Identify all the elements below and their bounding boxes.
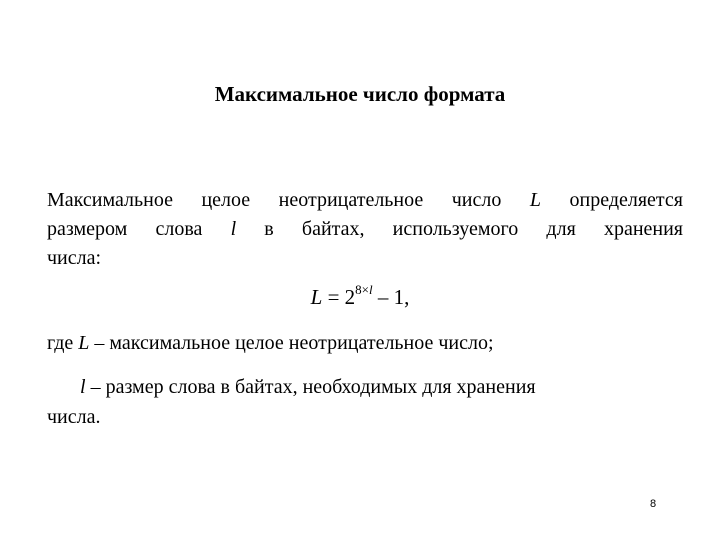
l-definition-text: – размер слова в байтах, необходимых для хранения	[85, 376, 536, 398]
where-prefix: где	[47, 332, 79, 354]
formula-rhs: – 1,	[372, 285, 410, 309]
definition-line-2	[47, 215, 683, 244]
exponent-text: 8×	[355, 282, 369, 297]
formula-exponent	[355, 282, 372, 297]
variable-L: L	[529, 189, 541, 211]
l-definition	[47, 372, 683, 432]
variable-l: l	[230, 218, 237, 240]
page-number: 8	[650, 498, 657, 510]
definition-paragraph	[47, 186, 683, 273]
l-definition-line-1	[47, 372, 683, 402]
exponent-variable: l	[369, 282, 373, 297]
formula-lhs: L	[310, 285, 323, 309]
variable-l: l	[80, 376, 86, 398]
where-text: – максимальное целое неотрицательное число;	[89, 332, 494, 354]
slide-title: Максимальное число формата	[214, 82, 506, 106]
l-definition-line-2: числа.	[47, 406, 101, 428]
definition-text: определяется	[541, 189, 683, 211]
definition-text: в байтах, используемого для хранения	[236, 218, 684, 240]
definition-line-1	[47, 186, 683, 215]
variable-L: L	[78, 332, 90, 354]
formula-base: = 2	[322, 285, 356, 309]
definition-text: Максимальное целое неотрицательное число	[47, 189, 530, 211]
where-line	[47, 332, 687, 355]
definition-text: размером слова	[47, 218, 231, 240]
formula	[0, 284, 720, 310]
definition-line-3: числа:	[47, 247, 102, 269]
